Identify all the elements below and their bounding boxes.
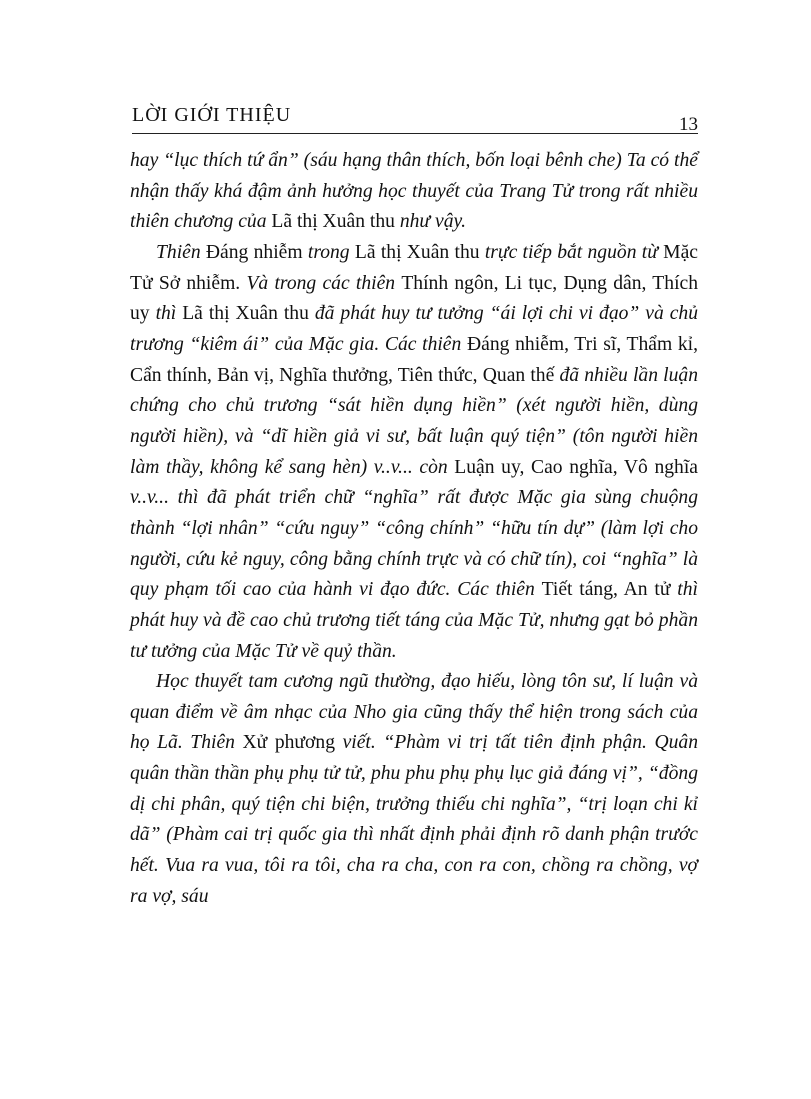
italic-text-run: Và trong các thiên [246, 272, 402, 294]
italic-text-run: Thiên [156, 241, 206, 263]
italic-text-run: thì [155, 303, 183, 325]
italic-text-run: trong [307, 241, 355, 263]
italic-text-run: đã phát huy tư tưởng “ái lợi chi vi đạo” và chủ trương “kiêm ái” của Mặc gia. Các thiên [130, 303, 699, 355]
italic-text-run: viết. “Phàm vi trị tất tiên định phận. Quân quân thần thần phụ phụ tử tử, phu phu phụ phụ lục giả đáng vị”, “đồng dị chi phân, quý tiện chi biện, trưởng thiếu chi nghĩa”, “trị loạn chi kỉ dã” (Phàm cai trị quốc gia thì nhất định phải định rõ danh phận trước hết. Vua ra vua, tôi ra tôi, cha ra cha, con ra con, chồng ra chồng, vợ ra vợ, sáu [130, 732, 698, 907]
text-run: Đáng nhiễm [205, 241, 308, 263]
paragraph-1 [130, 146, 698, 238]
text-run: Mặc Tử Sở nhiễm. [130, 241, 698, 294]
text-run: Lã thị Xuân thu [354, 241, 485, 263]
italic-text-run: v..v... thì đã phát triển chữ “nghĩa” rất được Mặc gia sùng chuộng thành “lợi nhân” “cứu nguy” “công chính” “hữu tín dự” (làm lợi cho người, cứu kẻ nguy, công bằng chính trực và có chữ tín), coi “nghĩa” là quy phạm tối cao của hành vi đạo đức. Các thiên [130, 487, 698, 601]
text-run: Luận uy, Cao nghĩa, Vô nghĩa [454, 456, 698, 478]
header-rule [132, 133, 698, 134]
italic-text-run: trực tiếp bắt nguồn từ [484, 241, 664, 263]
paragraph-3 [130, 667, 698, 912]
text-run: Thính ngôn, Li tục, Dụng dân, Thích uy [130, 272, 699, 325]
italic-text-run: Học thuyết tam cương ngũ thường, đạo hiếu, lòng tôn sư, lí luận và quan điểm về âm nhạc của Nho gia cũng thấy thể hiện trong sách của họ Lã. Thiên [130, 671, 698, 754]
italic-text-run: đã nhiều lần luận chứng cho chủ trương “sát hiền dụng hiền” (xét người hiền, dùng người hiền), và “dĩ hiền giả vi sư, bất luận quý tiện” (tôn người hiền làm thầy, không kể sang hèn) v..v... còn [130, 364, 699, 478]
body-text [130, 146, 698, 912]
text-run: Đáng nhiễm, Tri sĩ, Thẩm kỉ, Cẩn thính, Bản vị, Nghĩa thưởng, Tiên thức, Quan thế [130, 333, 698, 386]
chapter-title: LỜI GIỚI THIỆU [132, 104, 292, 126]
italic-text-run: hay “lục thích tứ ẩn” (sáu hạng thân thích, bốn loại bênh che) Ta có thể nhận thấy khá đậm ảnh hưởng học thuyết của Trang Tử trong rất nhiều thiên chương của [130, 150, 698, 233]
paragraph-2 [130, 238, 698, 667]
italic-text-run: thì phát huy và đề cao chủ trương tiết táng của Mặc Tử, nhưng gạt bỏ phần tư tưởng của Mặc Tử về quỷ thần. [130, 579, 698, 662]
text-run: Xử phương [242, 732, 343, 754]
text-run: Lã thị Xuân thu [271, 211, 400, 233]
italic-text-run: như vậy. [399, 211, 467, 233]
text-run: Lã thị Xuân thu [182, 303, 315, 325]
text-run: Tiết táng, An tử [541, 579, 678, 601]
running-header [132, 104, 698, 138]
page-number: 13 [679, 114, 698, 135]
